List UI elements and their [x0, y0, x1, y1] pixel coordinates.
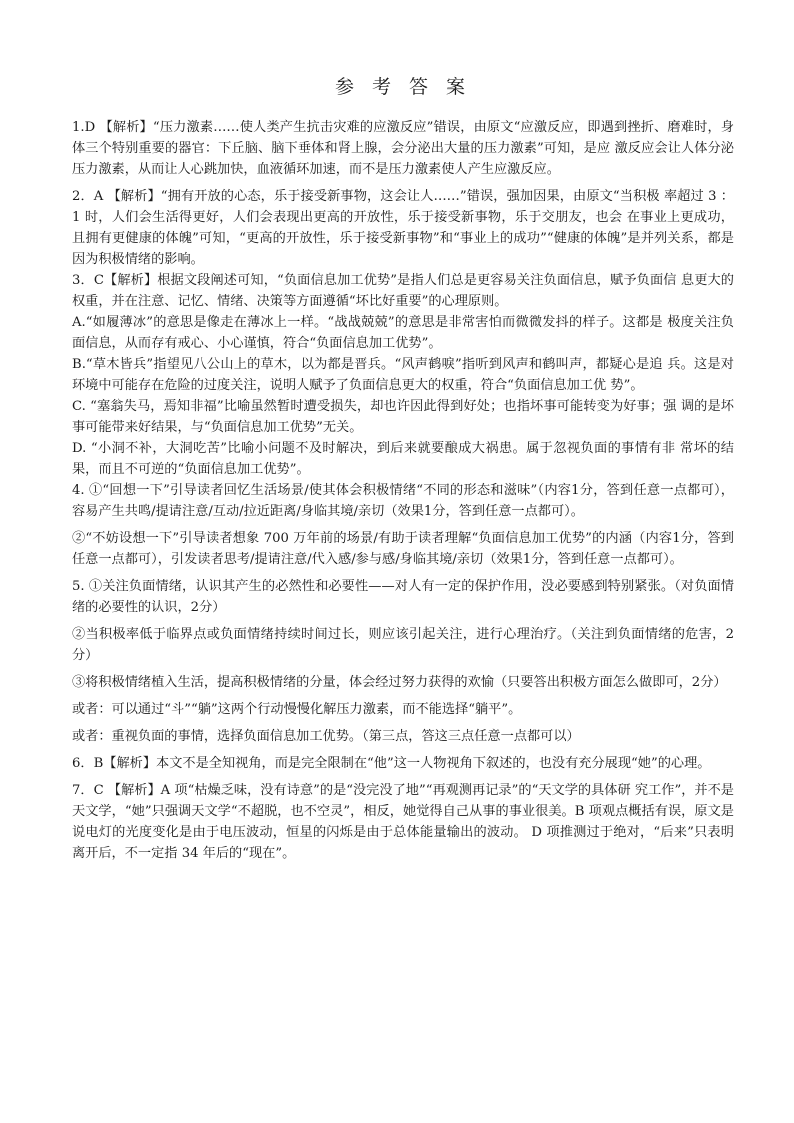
answer-6: 6．B【解析】本文不是全知视角，而是完全限制在“他”这一人物视角下叙述的，也没有充分展现“她”的心理。	[72, 756, 711, 771]
answer-2: 2．A 【解析】“拥有开放的心态，乐于接受新事物，这会让人……”错误，强加因果，由原文“当积极 率超过 3 ： 1 时，人们会生活得更好，人们会表现出更高的开放性，乐于接受新事物，乐于交朋友，也会 在事业上更成功，且拥有更健康的体魄”可知，“更高的开放性，乐于接受新事物”和“事业上的成功”“健康的体魄”是并列关系，都是因为积极情绪的影响。	[72, 189, 734, 267]
answer-3-option-c: C. “塞翁失马，焉知非福”比喻虽然暂时遭受损失，却也许因此得到好处；也指坏事可能转变为好事；强 调的是坏事可能带来好结果，与“负面信息加工优势”无关。	[72, 399, 734, 435]
answer-4-point-1: 4. ①“回想一下”引导读者回忆生活场景/使其体会积极情绪“不同的形态和滋味”（内容1分，答到任意一点都可），容易产生共鸣/提请注意/互动/拉近距离/身临其境/亲切（效果1分，答到任意一点都可）。	[72, 483, 734, 519]
answer-5-alt-2: 或者：重视负面的事情，选择负面信息加工优势。（第三点，答这三点任意一点都可以）	[72, 729, 580, 744]
answer-3-option-d: D. “小洞不补，大洞吃苦”比喻小问题不及时解决，到后来就要酿成大祸患。属于忽视负面的事情有非 常坏的结果，而且不可逆的“负面信息加工优势”。	[72, 441, 734, 477]
answer-3: 3．C【解析】根据文段阐述可知，“负面信息加工优势”是指人们总是更容易关注负面信息，赋予负面信 息更大的权重，并在注意、记忆、情绪、决策等方面遵循“坏比好重要”的心理原则。	[72, 273, 734, 309]
answer-5-point-3: ③将积极情绪植入生活，提高积极情绪的分量，体会经过努力获得的欢愉（只要答出积极方面怎么做即可，2分）	[72, 675, 727, 690]
answer-3-option-a: A.“如履薄冰”的意思是像走在薄冰上一样。“战战兢兢”的意思是非常害怕而微微发抖的样子。这都是 极度关注负面信息，从而存有戒心、小心谨慎，符合“负面信息加工优势”。	[72, 315, 734, 351]
answer-5-point-2: ②当积极率低于临界点或负面情绪持续时间过长，则应该引起关注，进行心理治疗。（关注到负面情绪的危害，2分）	[72, 627, 734, 663]
answer-1: 1.D 【解析】“压力激素……使人类产生抗击灾难的应激反应”错误，由原文“应激反应，即遇到挫折、磨难时，身体三个特别重要的器官：下丘脑、脑下垂体和肾上腺，会分泌出大量的压力激素”可知，是应 激反应会让人体分泌压力激素，从而让人心跳加快，血液循环加速，而不是压力激素使人产生应激反应。	[72, 120, 734, 177]
answer-4-point-2: ②“不妨设想一下”引导读者想象 700 万年前的场景/有助于读者理解“负面信息加工优势”的内涵（内容1分，答到任意一点都可），引发读者思考/提请注意/代入感/参与感/身临其境/亲切（效果1分，答到任意一点都可）。	[72, 531, 734, 567]
answer-5-alt-1: 或者：可以通过“斗”“躺”这两个行动慢慢化解压力激素，而不能选择“躺平”。	[72, 702, 522, 717]
page-title: 参 考 答 案	[334, 76, 472, 98]
answer-3-option-b: B.“草木皆兵”指望见八公山上的草木，以为都是晋兵。“风声鹤唳”指听到风声和鹤叫声，都疑心是追 兵。这是对环境中可能存在危险的过度关注，说明人赋予了负面信息更大的权重，符合“负面信息加工优 势”。	[72, 357, 734, 393]
answer-7: 7．C 【解析】A 项“枯燥乏味，没有诗意”的是“没完没了地”“再观测再记录”的“天文学的具体研 究工作”，并不是天文学，“她”只强调天文学“不超脱，也不空灵”，相反，她觉得自己从事的事业很美。B 项观点概括有误，原文是说电灯的光度变化是由于电压波动，恒星的闪烁是由于总体能量输出的波动。 D 项推测过于绝对，“后来”只表明离开后，不一定指 34 年后的“现在”。	[72, 783, 734, 861]
answer-5-point-1: 5. ①关注负面情绪，认识其产生的必然性和必要性——对人有一定的保护作用，没必要感到特别紧张。（对负面情绪的必要性的认识，2分）	[72, 579, 734, 615]
